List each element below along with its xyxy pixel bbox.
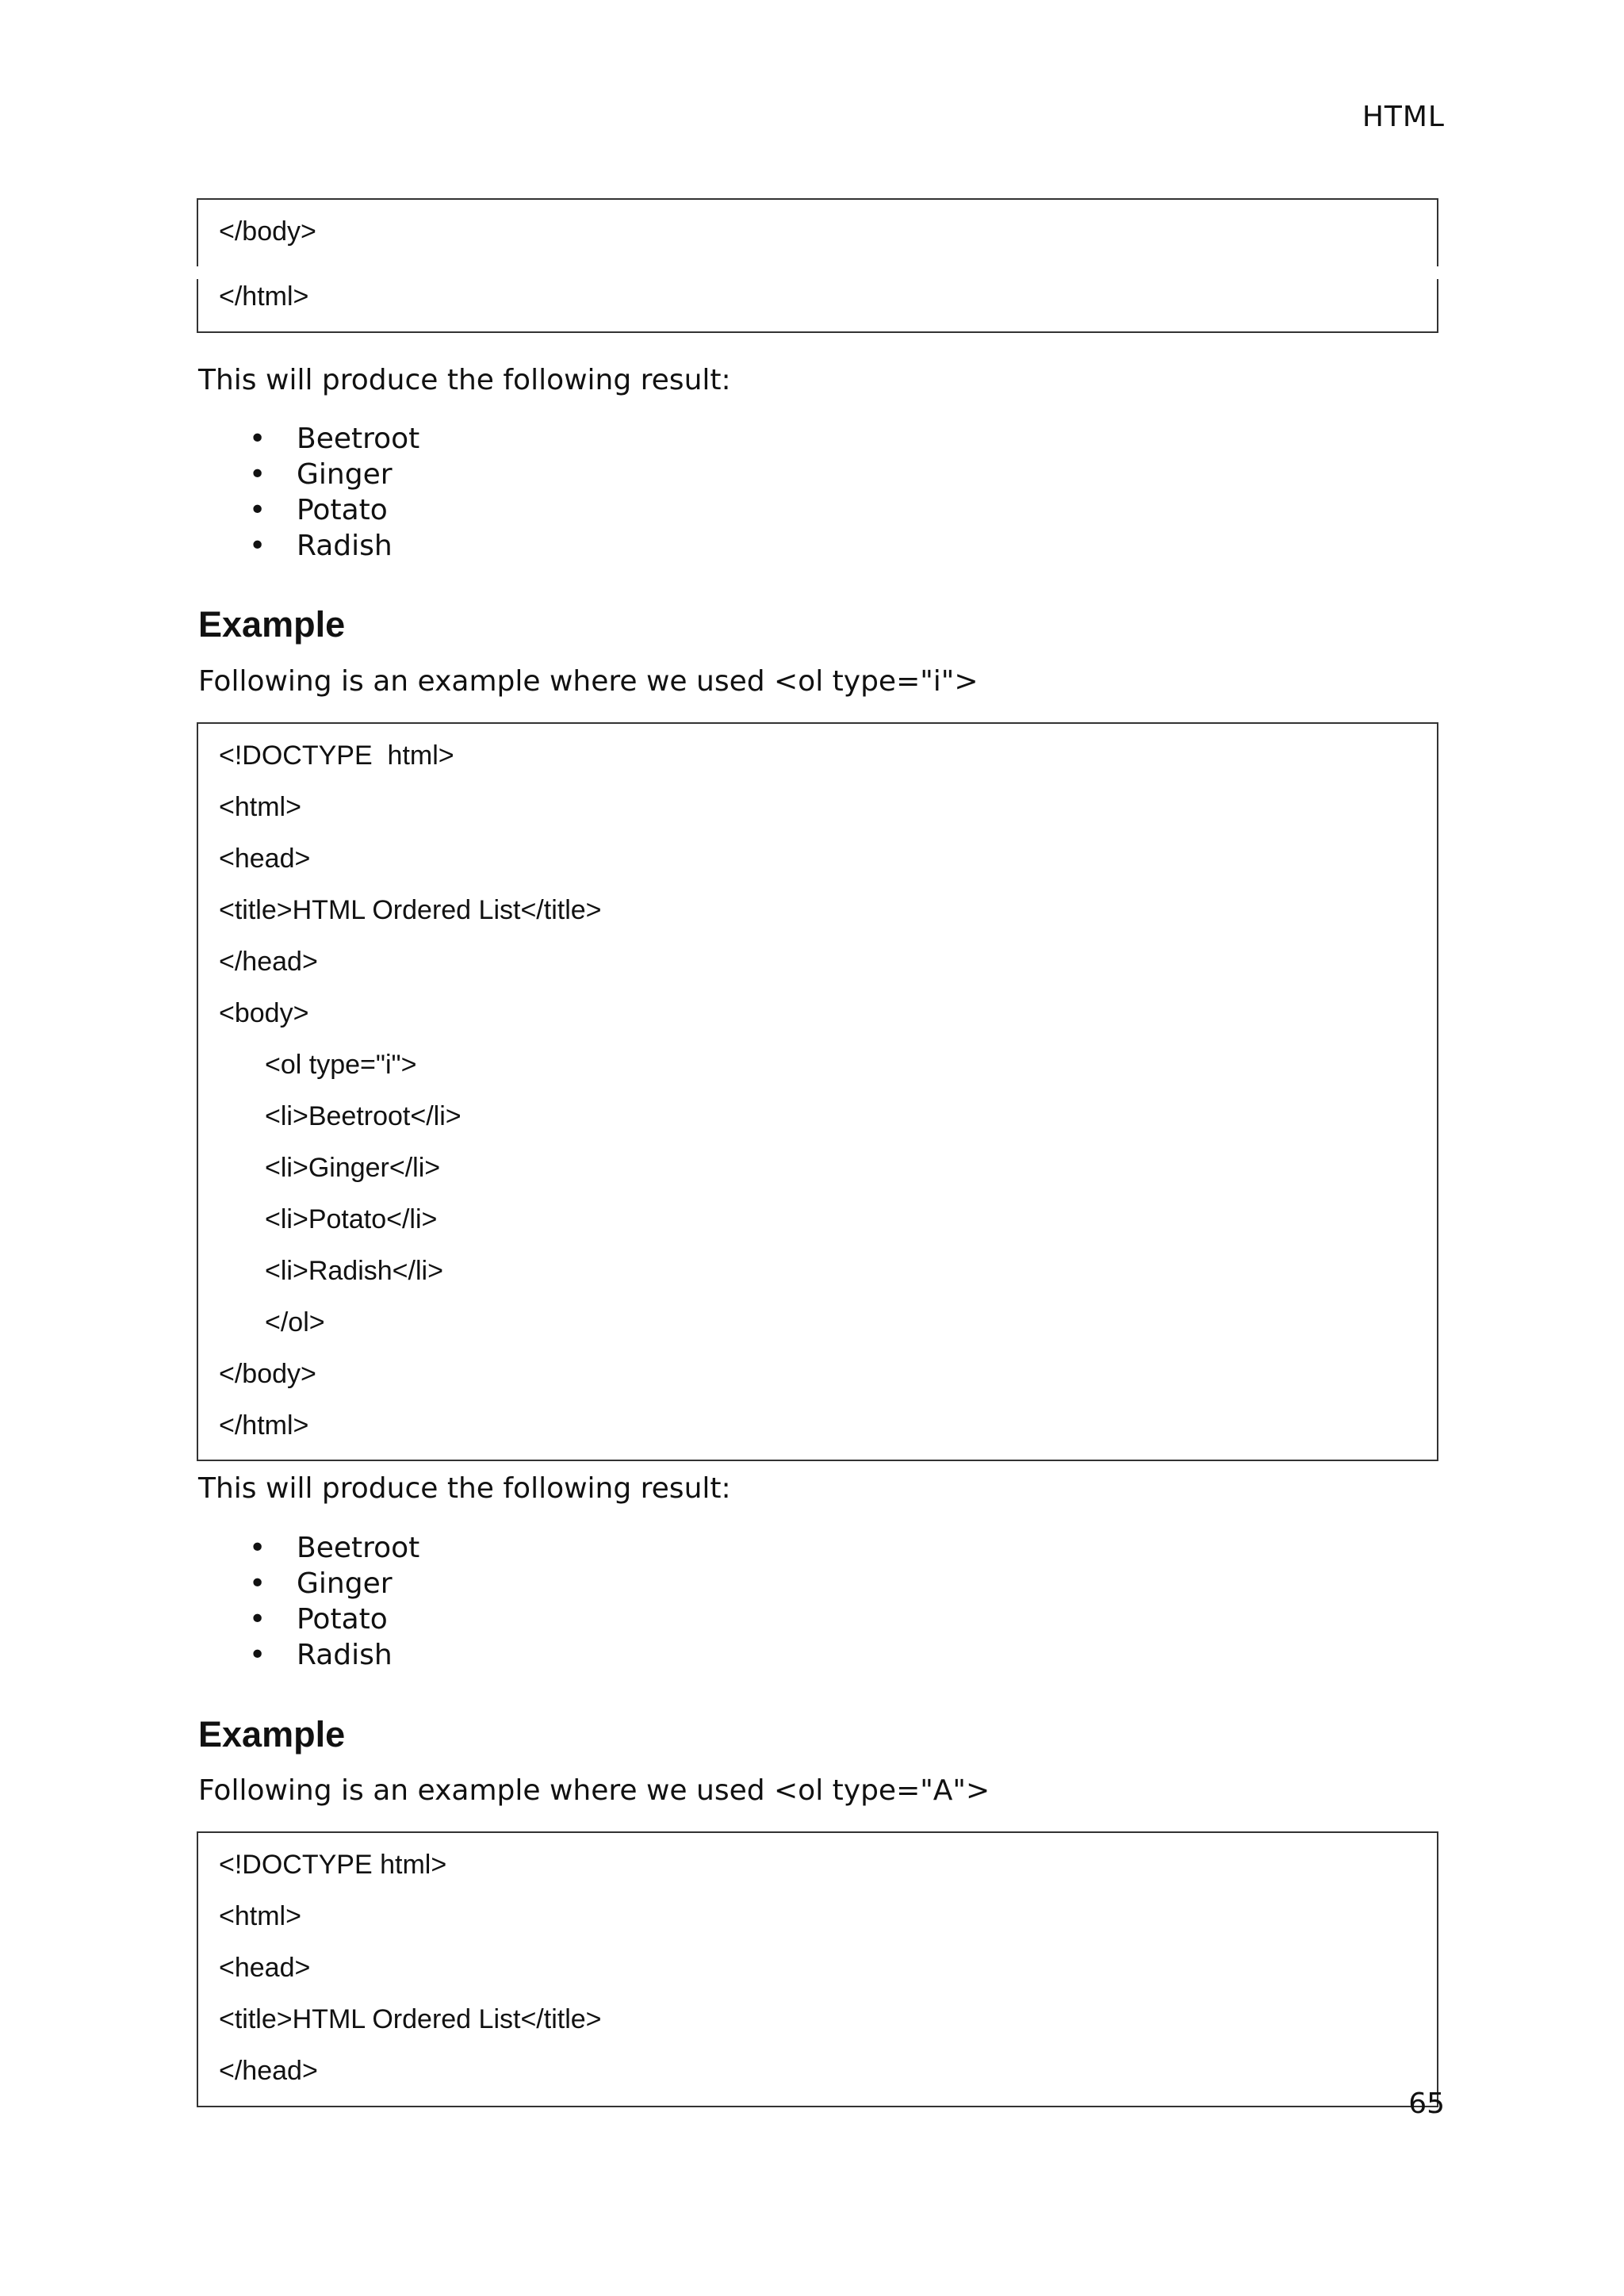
code-line: <html> bbox=[219, 792, 301, 822]
bullet-icon: • bbox=[249, 1603, 266, 1636]
example-heading: Example bbox=[198, 604, 346, 645]
code-line: </body> bbox=[219, 216, 316, 247]
page-number: 65 bbox=[1408, 2087, 1445, 2120]
code-line: <!DOCTYPE html> bbox=[219, 740, 454, 771]
result-list bbox=[198, 422, 419, 564]
list-item-label: Ginger bbox=[297, 1567, 393, 1600]
code-line: </html> bbox=[219, 281, 309, 312]
list-item bbox=[198, 1567, 419, 1602]
list-item bbox=[198, 1638, 419, 1674]
list-item-label: Radish bbox=[297, 530, 393, 562]
code-line: <li>Ginger</li> bbox=[265, 1153, 441, 1183]
code-line: </ol> bbox=[265, 1307, 325, 1337]
bullet-icon: • bbox=[249, 530, 266, 562]
code-line: </body> bbox=[219, 1359, 316, 1389]
list-item bbox=[198, 1602, 419, 1638]
code-line: <title>HTML Ordered List</title> bbox=[219, 895, 602, 925]
example-heading: Example bbox=[198, 1714, 346, 1755]
list-item-label: Beetroot bbox=[297, 423, 420, 455]
code-block bbox=[197, 722, 1438, 1461]
code-line: <!DOCTYPE html> bbox=[219, 1850, 447, 1880]
code-line: <body> bbox=[219, 998, 309, 1028]
code-line: <html> bbox=[219, 1901, 301, 1931]
code-line: <li>Beetroot</li> bbox=[265, 1101, 462, 1131]
bullet-icon: • bbox=[249, 1639, 266, 1671]
list-item-label: Radish bbox=[297, 1639, 393, 1671]
list-item bbox=[198, 457, 419, 493]
list-item-label: Potato bbox=[297, 494, 388, 526]
running-header: HTML bbox=[1362, 101, 1445, 133]
list-item-label: Potato bbox=[297, 1603, 388, 1636]
code-line: </head> bbox=[219, 2056, 318, 2086]
bullet-icon: • bbox=[249, 494, 266, 526]
example-description: Following is an example where we used <ol type="i"> bbox=[198, 665, 979, 698]
code-line: <head> bbox=[219, 1953, 311, 1983]
bullet-icon: • bbox=[249, 458, 266, 491]
result-intro: This will produce the following result: bbox=[198, 1472, 731, 1505]
list-item-label: Beetroot bbox=[297, 1532, 420, 1564]
code-line: <head> bbox=[219, 844, 311, 874]
bullet-icon: • bbox=[249, 423, 266, 455]
example-description: Following is an example where we used <ol type="A"> bbox=[198, 1774, 990, 1807]
bullet-icon: • bbox=[249, 1532, 266, 1564]
result-list bbox=[198, 1531, 419, 1674]
code-line: <li>Radish</li> bbox=[265, 1256, 443, 1286]
list-item bbox=[198, 1531, 419, 1567]
code-line: <li>Potato</li> bbox=[265, 1204, 438, 1234]
code-block-break bbox=[195, 266, 1440, 279]
list-item-label: Ginger bbox=[297, 458, 393, 491]
code-line: </head> bbox=[219, 947, 318, 977]
result-intro: This will produce the following result: bbox=[198, 364, 731, 396]
code-line: </html> bbox=[219, 1410, 309, 1441]
list-item bbox=[198, 422, 419, 457]
code-block-continuation bbox=[197, 198, 1438, 333]
code-line: <title>HTML Ordered List</title> bbox=[219, 2004, 602, 2034]
bullet-icon: • bbox=[249, 1567, 266, 1600]
code-line: <ol type="i"> bbox=[265, 1050, 417, 1080]
code-block bbox=[197, 1831, 1438, 2107]
list-item bbox=[198, 493, 419, 529]
list-item bbox=[198, 529, 419, 564]
